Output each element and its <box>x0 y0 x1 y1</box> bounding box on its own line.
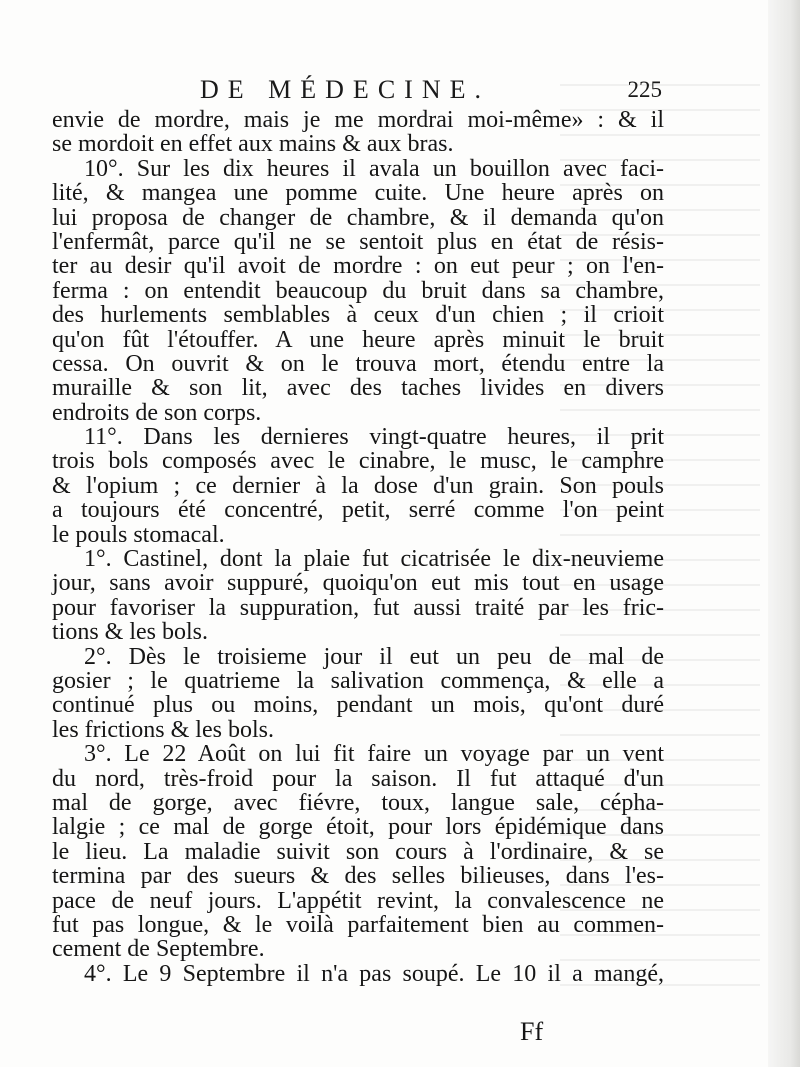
text-line: du nord, très-froid pour la saison. Il fut attaqué d'un <box>52 765 664 792</box>
text-line: mal de gorge, avec fiévre, toux, langue sale, cépha- <box>52 789 664 816</box>
text-line: 1°. Castinel, dont la plaie fut cicatrisée le dix-neuvieme <box>84 546 664 573</box>
text-line: fut pas longue, & le voilà parfaitement bien au commen- <box>52 911 664 938</box>
text-line: se mordoit en effet aux mains & aux bras. <box>52 131 454 158</box>
text-line: les frictions & les bols. <box>52 716 274 743</box>
running-head: DE MÉDECINE. <box>200 75 490 104</box>
text-line: ter au desir qu'il avoit de mordre : on eut peur ; on l'en- <box>52 253 664 280</box>
text-line: le lieu. La maladie suivit son cours à l'ordinaire, & se <box>52 838 664 865</box>
text-line: 2°. Dès le troisieme jour il eut un peu de mal de <box>84 643 664 670</box>
text-line: pour favoriser la suppuration, fut aussi traité par les fric- <box>52 594 664 621</box>
text-line: pace de neuf jours. L'appétit revint, la convalescence ne <box>52 887 664 914</box>
text-line: cement de Septembre. <box>52 936 265 963</box>
text-line: continué plus ou moins, pendant un mois, qu'ont duré <box>52 692 664 719</box>
page-gutter-shadow <box>768 0 800 1067</box>
text-line: qu'on fût l'étouffer. A une heure après minuit le bruit <box>52 326 664 353</box>
text-line: jour, sans avoir suppuré, quoiqu'on eut mis tout en usage <box>52 570 664 597</box>
signature-mark: Ff <box>520 1017 544 1046</box>
text-line: envie de mordre, mais je me mordrai moi-même» : & il <box>52 107 664 133</box>
text-line: 11°. Dans les dernieres vingt-quatre heures, il prit <box>84 424 664 451</box>
text-line: gosier ; le quatrieme la salivation commença, & elle a <box>52 667 664 694</box>
text-line: 4°. Le 9 Septembre il n'a pas soupé. Le 10 il a mangé, <box>84 960 664 987</box>
text-line: le pouls stomacal. <box>52 521 225 548</box>
text-line: des hurlements semblables à ceux d'un chien ; il crioit <box>52 302 664 329</box>
text-line: cessa. On ouvrit & on le trouva mort, étendu entre la <box>52 350 664 377</box>
text-line: l'enfermât, parce qu'il ne se sentoit plus en état de résis- <box>52 228 664 255</box>
text-line: a toujours été concentré, petit, serré comme l'on peint <box>52 497 664 524</box>
text-line: 10°. Sur les dix heures il avala un bouillon avec faci- <box>84 155 664 182</box>
text-line: tions & les bols. <box>52 619 209 646</box>
text-line: & l'opium ; ce dernier à la dose d'un grain. Son pouls <box>52 472 664 499</box>
text-line: endroits de son corps. <box>52 399 262 426</box>
text-line: lui proposa de changer de chambre, & il demanda qu'on <box>52 204 664 231</box>
page-number: 225 <box>627 77 662 102</box>
text-line: 3°. Le 22 Août on lui fit faire un voyage par un vent <box>84 741 664 768</box>
text-line: lité, & mangea une pomme cuite. Une heure après on <box>52 180 664 207</box>
body-text <box>52 108 664 986</box>
text-line: ferma : on entendit beaucoup du bruit dans sa chambre, <box>52 277 664 304</box>
page-header <box>200 70 662 110</box>
text-line: termina par des sueurs & des selles bilieuses, dans l'es- <box>52 863 664 890</box>
text-line: trois bols composés avec le cinabre, le musc, le camphre <box>52 448 664 475</box>
text-line: lalgie ; ce mal de gorge étoit, pour lors épidémique dans <box>52 814 664 841</box>
text-line: muraille & son lit, avec des taches livides en divers <box>52 375 664 402</box>
